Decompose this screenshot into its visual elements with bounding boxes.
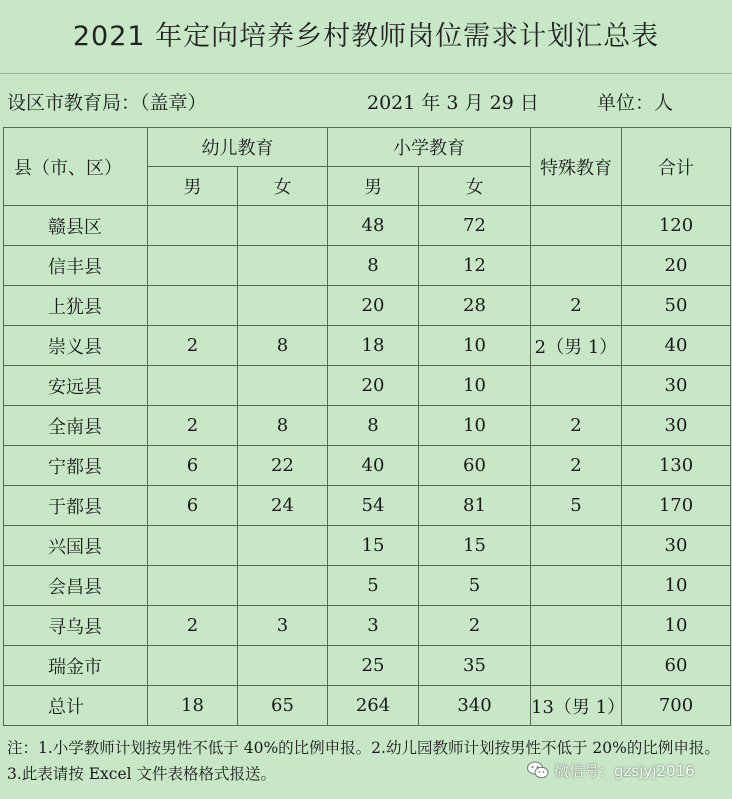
preschool-female-cell: 8 xyxy=(238,406,328,446)
primary-male-cell: 25 xyxy=(328,646,419,686)
table-row xyxy=(4,446,731,486)
primary-female-cell: 60 xyxy=(419,446,531,486)
primary-female-cell: 340 xyxy=(419,686,531,726)
preschool-male-cell xyxy=(148,646,238,686)
total-cell: 10 xyxy=(622,606,731,646)
table-row xyxy=(4,606,731,646)
preschool-female-cell: 24 xyxy=(238,486,328,526)
header-total: 合计 xyxy=(622,128,731,206)
report-date: 2021 年 3 月 29 日 xyxy=(367,92,539,114)
primary-female-cell: 72 xyxy=(419,206,531,246)
preschool-female-cell xyxy=(238,366,328,406)
total-cell: 170 xyxy=(622,486,731,526)
primary-male-cell: 8 xyxy=(328,246,419,286)
preschool-male-cell xyxy=(148,246,238,286)
primary-female-cell: 12 xyxy=(419,246,531,286)
table-row xyxy=(4,646,731,686)
county-cell: 总计 xyxy=(4,686,148,726)
table-row xyxy=(4,326,731,366)
page-title: 2021 年定向培养乡村教师岗位需求计划汇总表 xyxy=(72,21,660,52)
primary-male-cell: 5 xyxy=(328,566,419,606)
header-primary-female: 女 xyxy=(419,167,531,206)
county-cell: 寻乌县 xyxy=(4,606,148,646)
primary-female-cell: 15 xyxy=(419,526,531,566)
preschool-female-cell: 8 xyxy=(238,326,328,366)
county-cell: 兴国县 xyxy=(4,526,148,566)
primary-male-cell: 20 xyxy=(328,286,419,326)
total-cell: 50 xyxy=(622,286,731,326)
total-cell: 20 xyxy=(622,246,731,286)
unit-label: 单位：人 xyxy=(597,92,674,114)
preschool-male-cell xyxy=(148,286,238,326)
special-cell xyxy=(531,206,622,246)
county-cell: 宁都县 xyxy=(4,446,148,486)
preschool-female-cell xyxy=(238,286,328,326)
special-cell xyxy=(531,526,622,566)
primary-female-cell: 28 xyxy=(419,286,531,326)
special-cell xyxy=(531,606,622,646)
preschool-female-cell: 22 xyxy=(238,446,328,486)
table-row xyxy=(4,406,731,446)
county-cell: 瑞金市 xyxy=(4,646,148,686)
special-cell: 2 xyxy=(531,406,622,446)
header-county: 县（市、区） xyxy=(4,128,148,206)
preschool-male-cell xyxy=(148,566,238,606)
total-cell: 130 xyxy=(622,446,731,486)
preschool-male-cell xyxy=(148,206,238,246)
watermark-text: 微信号：gzsjyj2016 xyxy=(554,761,695,780)
primary-female-cell: 10 xyxy=(419,326,531,366)
table-row xyxy=(4,566,731,606)
primary-female-cell: 81 xyxy=(419,486,531,526)
preschool-male-cell: 6 xyxy=(148,446,238,486)
preschool-female-cell xyxy=(238,566,328,606)
preschool-female-cell: 3 xyxy=(238,606,328,646)
table-row xyxy=(4,526,731,566)
table-row xyxy=(4,286,731,326)
total-cell: 120 xyxy=(622,206,731,246)
total-cell: 700 xyxy=(622,686,731,726)
header-preschool-female: 女 xyxy=(238,167,328,206)
county-cell: 安远县 xyxy=(4,366,148,406)
special-cell xyxy=(531,246,622,286)
primary-male-cell: 264 xyxy=(328,686,419,726)
primary-male-cell: 20 xyxy=(328,366,419,406)
special-cell: 2（男 1） xyxy=(531,326,622,366)
primary-male-cell: 18 xyxy=(328,326,419,366)
preschool-male-cell xyxy=(148,366,238,406)
county-cell: 全南县 xyxy=(4,406,148,446)
primary-female-cell: 10 xyxy=(419,406,531,446)
preschool-male-cell: 18 xyxy=(148,686,238,726)
preschool-male-cell: 2 xyxy=(148,606,238,646)
special-cell: 5 xyxy=(531,486,622,526)
total-cell: 30 xyxy=(622,526,731,566)
header-primary-male: 男 xyxy=(328,167,419,206)
header-preschool-male: 男 xyxy=(148,167,238,206)
special-cell: 2 xyxy=(531,446,622,486)
special-cell: 13（男 1） xyxy=(531,686,622,726)
preschool-male-cell: 2 xyxy=(148,326,238,366)
preschool-male-cell: 6 xyxy=(148,486,238,526)
table-total-row xyxy=(4,686,731,726)
primary-male-cell: 15 xyxy=(328,526,419,566)
primary-female-cell: 35 xyxy=(419,646,531,686)
county-cell: 崇义县 xyxy=(4,326,148,366)
special-cell: 2 xyxy=(531,286,622,326)
title-divider xyxy=(0,73,732,74)
county-cell: 会昌县 xyxy=(4,566,148,606)
county-cell: 信丰县 xyxy=(4,246,148,286)
primary-male-cell: 48 xyxy=(328,206,419,246)
total-cell: 30 xyxy=(622,406,731,446)
total-cell: 30 xyxy=(622,366,731,406)
special-cell xyxy=(531,566,622,606)
header-preschool: 幼儿教育 xyxy=(148,128,328,167)
table-row xyxy=(4,246,731,286)
preschool-female-cell: 65 xyxy=(238,686,328,726)
primary-female-cell: 10 xyxy=(419,366,531,406)
table-row xyxy=(4,366,731,406)
demand-table xyxy=(3,127,731,726)
county-cell: 赣县区 xyxy=(4,206,148,246)
preschool-female-cell xyxy=(238,246,328,286)
county-cell: 于都县 xyxy=(4,486,148,526)
special-cell xyxy=(531,366,622,406)
preschool-female-cell xyxy=(238,646,328,686)
preschool-female-cell xyxy=(238,206,328,246)
table-row xyxy=(4,206,731,246)
preschool-female-cell xyxy=(238,526,328,566)
wechat-watermark xyxy=(527,757,732,783)
table-body xyxy=(4,206,731,726)
preschool-male-cell: 2 xyxy=(148,406,238,446)
header-primary: 小学教育 xyxy=(328,128,531,167)
preschool-male-cell xyxy=(148,526,238,566)
wechat-icon xyxy=(527,761,549,779)
total-cell: 40 xyxy=(622,326,731,366)
county-cell: 上犹县 xyxy=(4,286,148,326)
primary-male-cell: 54 xyxy=(328,486,419,526)
primary-male-cell: 8 xyxy=(328,406,419,446)
primary-male-cell: 40 xyxy=(328,446,419,486)
total-cell: 60 xyxy=(622,646,731,686)
footnote: 注：1.小学教师计划按男性不低于 40%的比例申报。2.幼儿园教师计划按男性不低于 20%的比例申报。3.此表请按 Excel 文件表格格式报送。 xyxy=(7,739,720,783)
primary-male-cell: 3 xyxy=(328,606,419,646)
table-row xyxy=(4,486,731,526)
primary-female-cell: 5 xyxy=(419,566,531,606)
header-special: 特殊教育 xyxy=(531,128,622,206)
issuer-label: 设区市教育局：（盖章） xyxy=(7,92,207,114)
primary-female-cell: 2 xyxy=(419,606,531,646)
special-cell xyxy=(531,646,622,686)
total-cell: 10 xyxy=(622,566,731,606)
